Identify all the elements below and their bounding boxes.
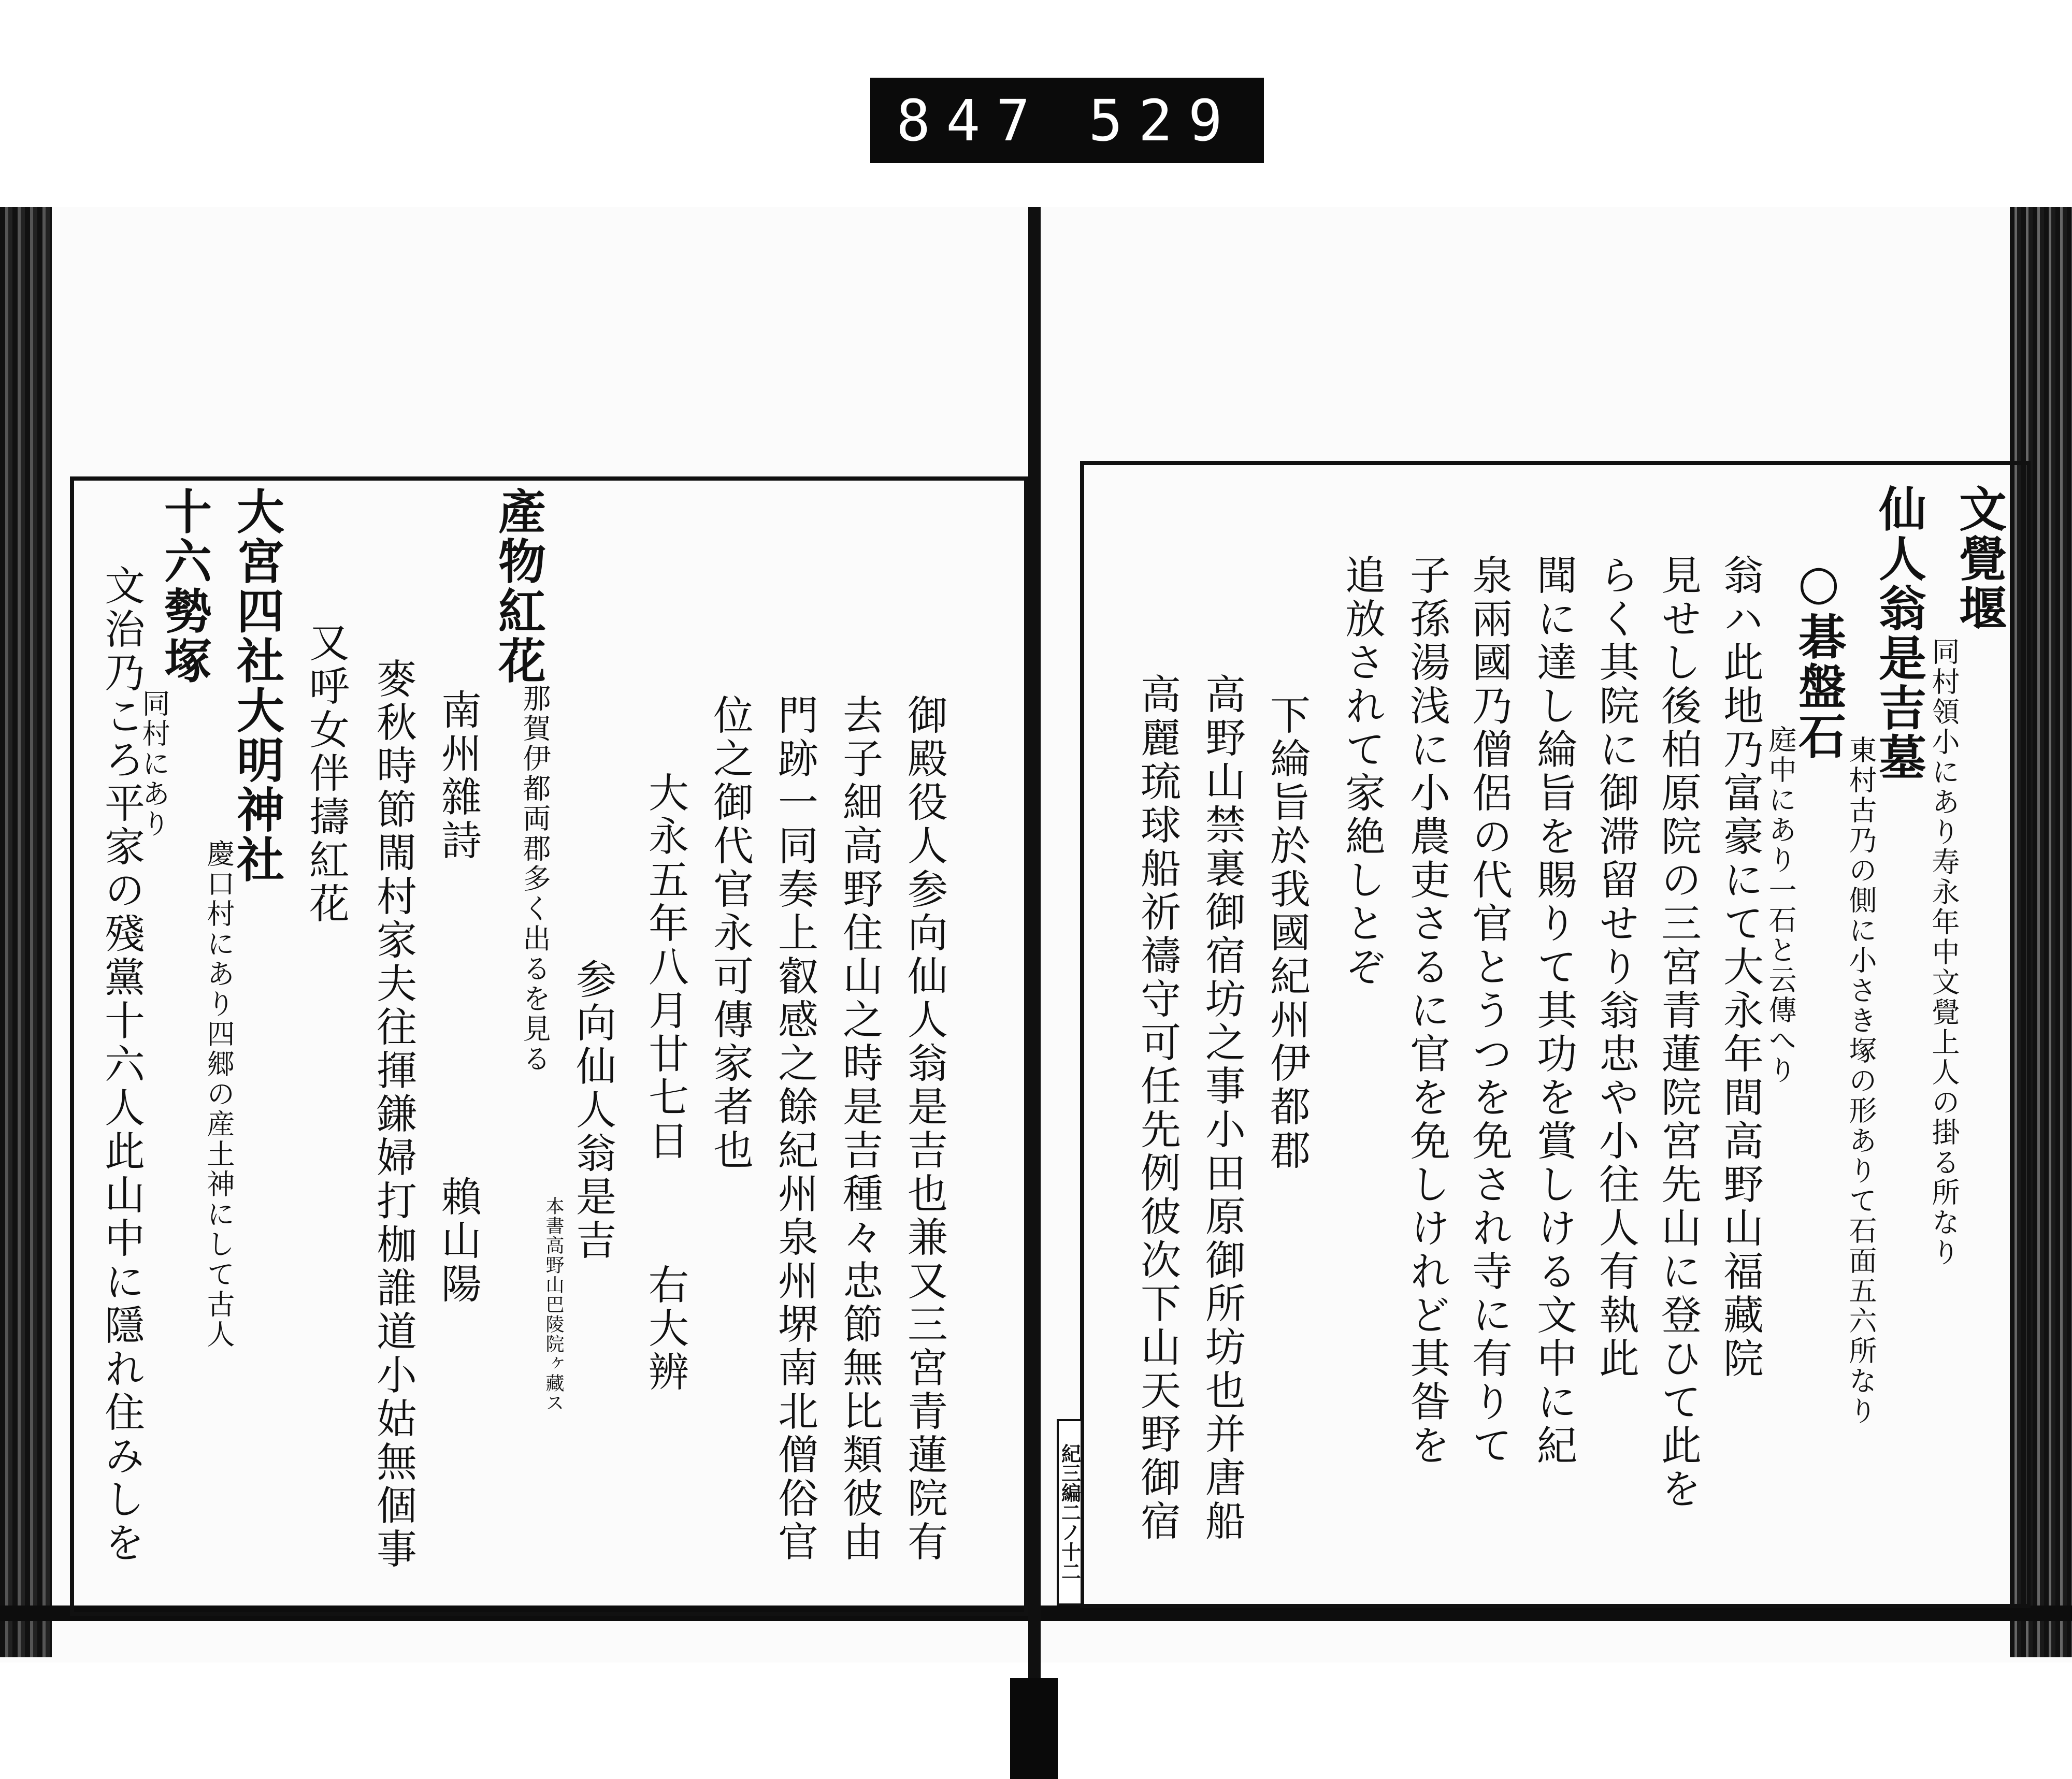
left-poem-title: 南州雜詩 — [435, 689, 481, 863]
right-heading-sennin-grave: 仙人翁是吉墓 — [1871, 484, 1927, 783]
page-corner-label: 紀三編二ノ十二 — [1057, 1419, 1083, 1606]
page-edge-left — [0, 207, 52, 1657]
left-date-line: 大永五年八月廿七日 — [642, 772, 688, 1163]
right-text-line-5: 泉兩國乃僧侶の代官とうつを免され寺に有りて — [1465, 554, 1512, 1468]
right-note-bunkaku-dam: 同村領小にあり寿永年中文覺上人の掛る所なり — [1927, 637, 1960, 1268]
left-heading-omiya-shrine: 大宮四社大明神社 — [229, 487, 285, 885]
left-text-line-2: 去子細高野住山之時是吉種々忠節無比類彼由 — [836, 694, 883, 1564]
frame-number-right: 529 — [1088, 87, 1238, 154]
left-poem-line-1: 麥秋時節閙村家夫往揮鎌婦打枷誰道小姑無個事 — [370, 658, 416, 1571]
right-text-line-3: らく其院に御滞留せり翁忠や小往人有執此 — [1592, 554, 1639, 1381]
left-text-final-line: 文治乃ころ平家の殘黨十六人此山中に隱れ住みしを — [98, 565, 145, 1565]
left-source-note: 本書高野山巴陵院ヶ藏ス — [543, 1196, 564, 1413]
right-text-line-6: 子孫湯浅に小農吏さるに官を免しけれど其昝を — [1403, 554, 1450, 1468]
left-note-mound: 同村にあり — [138, 689, 170, 839]
right-text-line-10: 高麗琉球船祈禱守可任先例彼次下山天野御宿 — [1134, 673, 1181, 1543]
book-spine — [1028, 207, 1041, 1683]
right-heading-bunkaku-dam: 文覺堰 — [1951, 484, 2007, 633]
left-poem-line-2: 又呼女伴擣紅花 — [303, 621, 349, 926]
left-note-omiya-shrine: 慶口村にあり四郷の産土神にして古人 — [203, 839, 235, 1350]
spine-foot — [1010, 1678, 1058, 1779]
left-note-products: 那賀伊都両郡多く出るを見る — [519, 684, 551, 1074]
frame-number-plate — [870, 78, 1264, 163]
left-heading-products: 產物紅花 — [491, 487, 546, 686]
left-heading-mound: 十六勢塚 — [156, 487, 212, 686]
right-heading-goban-stone: ○碁盤石 — [1791, 554, 1847, 761]
right-text-line-1: 見せし後柏原院の三宮青蓮院宮先山に登ひて此を — [1654, 554, 1701, 1511]
left-text-line-3: 門跡一同奏上叡感之餘紀州泉州堺南北僧俗官 — [771, 694, 818, 1564]
right-text-line-7: 追放されて家絶しとぞ — [1339, 554, 1385, 989]
left-text-line-4: 位之御代官永可傳家者也 — [707, 694, 753, 1173]
right-note-goban-stone: 庭中にあり一石と云傳へり — [1764, 725, 1797, 1086]
left-poem-author: 賴山陽 — [435, 1176, 481, 1306]
right-note-sennin-grave: 東村古乃の側に小さき塚の形ありて石面五六所なり — [1845, 735, 1877, 1426]
right-text-line-8: 下綸旨於我國紀州伊都郡 — [1263, 694, 1310, 1173]
left-official-title: 右大辨 — [642, 1264, 688, 1394]
right-text-line-2: 翁ハ此地乃富豪にて大永年間高野山福藏院 — [1717, 554, 1763, 1381]
right-text-line-9: 高野山禁裏御宿坊之事小田原御所坊也并唐船 — [1199, 673, 1245, 1543]
right-text-line-4: 聞に達し綸旨を賜りて其功を賞しける文中に紀 — [1530, 554, 1577, 1468]
frame-number-left: 847 — [896, 87, 1046, 154]
left-text-line-1: 御殿役人参向仙人翁是吉也兼又三宮青蓮院有 — [901, 694, 947, 1564]
left-signature-line: 参向仙人翁是吉 — [569, 958, 616, 1263]
